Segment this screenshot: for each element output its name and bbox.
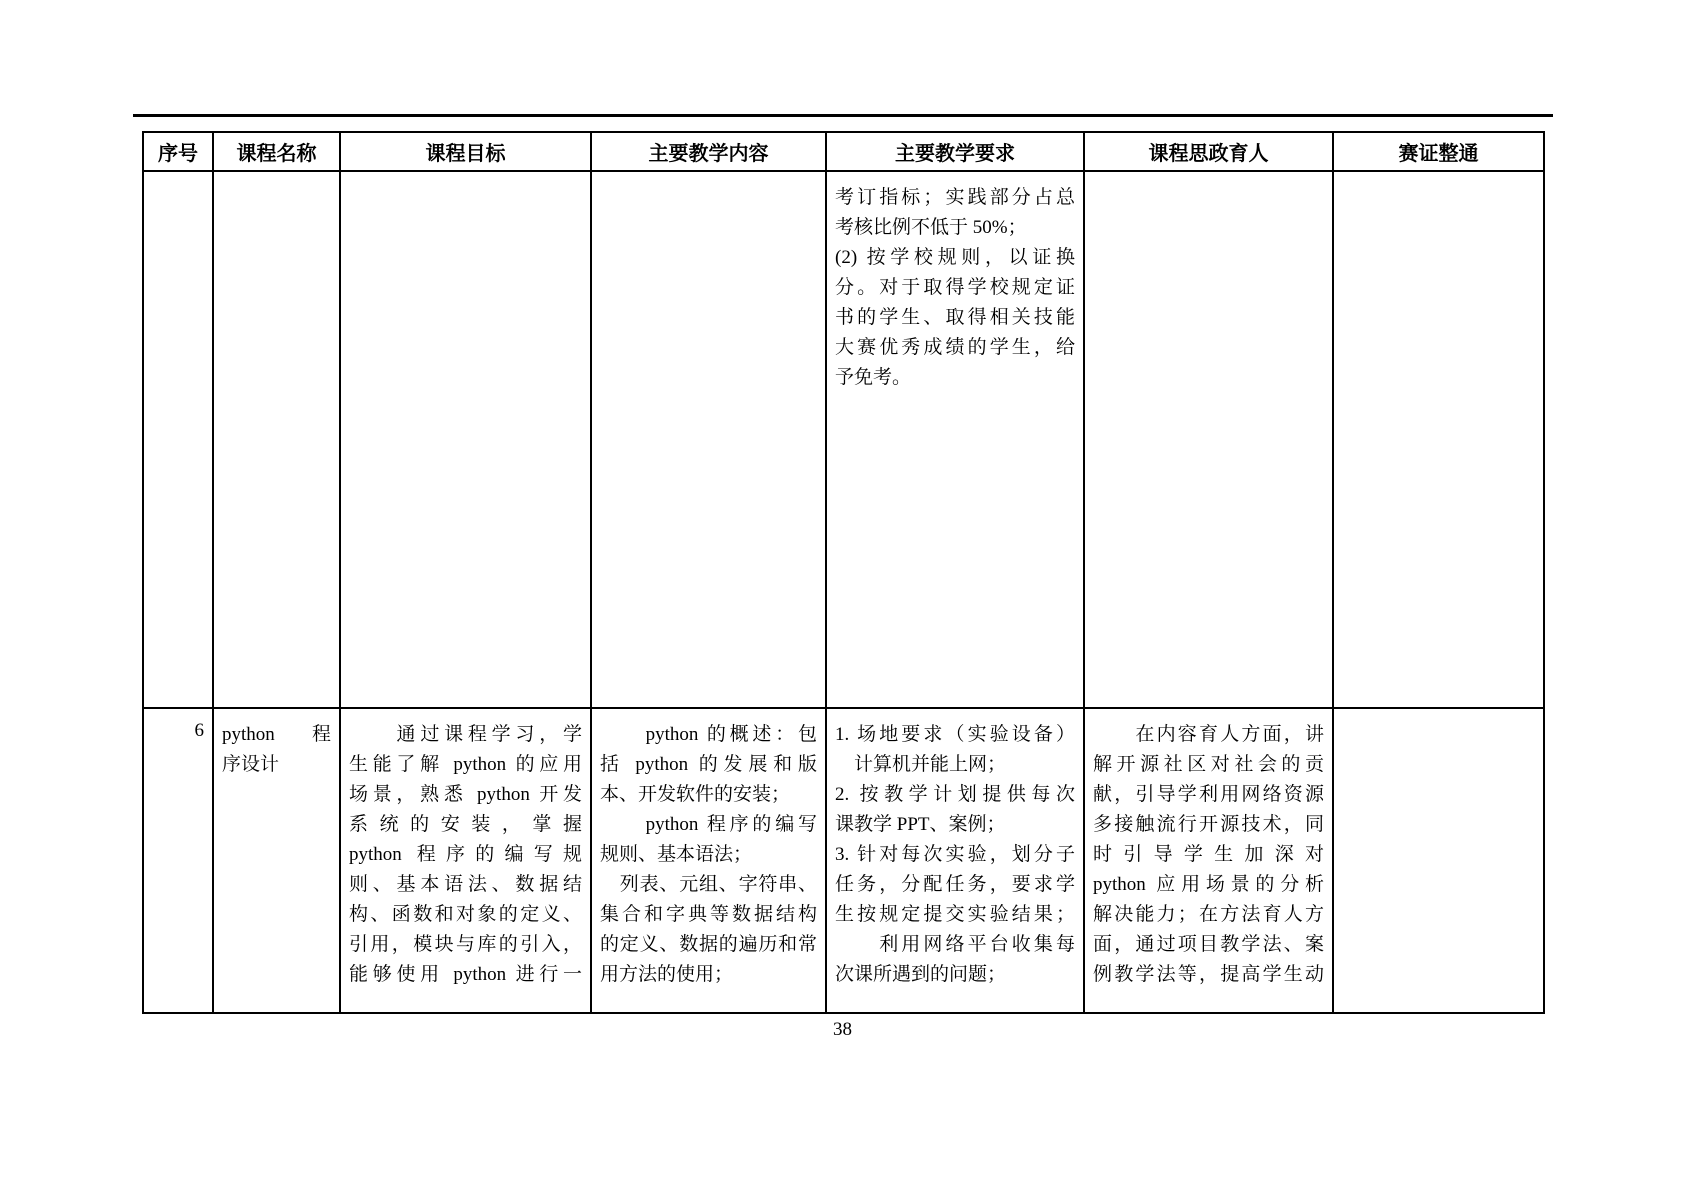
table-row-6: [143, 708, 1544, 1013]
text-line: python 的概述：包: [600, 724, 817, 745]
text-line: 考核比例不低于 50%；: [835, 217, 1027, 238]
text-line: 2. 按教学计划提供每次: [835, 784, 1075, 805]
text-line: 考订指标；实践部分占总: [835, 187, 1075, 208]
table-header-row: [143, 132, 1544, 171]
text-line: 面，通过项目教学法、案: [1093, 934, 1324, 955]
cell-teaching-requirements: [826, 708, 1084, 1013]
text-line: 解开源社区对社会的贡: [1093, 754, 1324, 775]
text-line: 时引导学生加深对: [1093, 844, 1324, 865]
cell-ideological-education: [1084, 708, 1333, 1013]
cell-seq: [143, 171, 213, 708]
text-line: 括 python 的发展和版: [600, 754, 817, 775]
text-line: 予免考。: [835, 367, 912, 388]
course-table-container: [142, 131, 1545, 1014]
cell-cert-integration: [1333, 171, 1544, 708]
text-line: 献，引导学利用网络资源: [1093, 784, 1324, 805]
text-line: 生能了解 python 的应用: [349, 754, 582, 775]
cell-cert-integration: [1333, 708, 1544, 1013]
text-line: 例教学法等，提高学生动: [1093, 964, 1324, 985]
text-line: 规则、基本语法；: [600, 844, 753, 865]
cell-course-goals: [340, 171, 591, 708]
cell-teaching-content: [591, 171, 826, 708]
text-line: 次课所遇到的问题；: [835, 964, 1007, 985]
text-line: 大赛优秀成绩的学生，给: [835, 337, 1075, 358]
cell-course-name: [213, 708, 340, 1013]
text-line: 的定义、数据的遍历和常: [600, 934, 817, 955]
text-line: 构、函数和对象的定义、: [349, 904, 582, 925]
text-line: 能够使用 python 进行一: [349, 964, 582, 985]
text-line: 在内容育人方面，讲: [1093, 724, 1324, 745]
cell-course-name: [213, 171, 340, 708]
cell-course-goals: [340, 708, 591, 1013]
text-line: 利用网络平台收集每: [835, 934, 1075, 955]
text-line: 多接触流行开源技术，同: [1093, 814, 1324, 835]
table-row-continuation: [143, 171, 1544, 708]
text-line: 分。对于取得学校规定证: [835, 277, 1075, 298]
cell-teaching-content: [591, 708, 826, 1013]
header-cell-course-name: 课程名称: [213, 132, 340, 171]
text-line: 用方法的使用；: [600, 964, 734, 985]
text-line: 解决能力；在方法育人方: [1093, 904, 1324, 925]
header-cell-cert-integration: 赛证整通: [1333, 132, 1544, 171]
text-line: 则、基本语法、数据结: [349, 874, 582, 895]
text-line: 列表、元组、字符串、: [600, 874, 817, 895]
header-cell-teaching-content: 主要教学内容: [591, 132, 826, 171]
text-line: 引用，模块与库的引入，: [349, 934, 582, 955]
cell-teaching-requirements: [826, 171, 1084, 708]
header-cell-seq: 序号: [143, 132, 213, 171]
text-line: 课教学 PPT、案例；: [835, 814, 1006, 835]
text-line: 3. 针对每次实验，划分子: [835, 844, 1075, 865]
text-line: 集合和字典等数据结构: [600, 904, 817, 925]
text-line: 场景，熟悉 python 开发: [349, 784, 582, 805]
text-line: 计算机并能上网；: [835, 754, 1007, 775]
text-line: python 程序的编写规: [349, 844, 582, 865]
header-cell-course-goals: 课程目标: [340, 132, 591, 171]
cell-seq: 6: [143, 708, 213, 1013]
text-line: 本、开发软件的安装；: [600, 784, 791, 805]
page-number: 38: [833, 1019, 852, 1040]
text-line: 通过课程学习，学: [349, 724, 582, 745]
text-line: 序设计: [222, 754, 280, 775]
header-cell-ideological-education: 课程思政育人: [1084, 132, 1333, 171]
text-line: python 程: [222, 724, 331, 745]
text-line: 1. 场地要求（实验设备）: [835, 724, 1075, 745]
cell-ideological-education: [1084, 171, 1333, 708]
text-line: 生按规定提交实验结果；: [835, 904, 1075, 925]
text-line: 任务，分配任务，要求学: [835, 874, 1075, 895]
text-line: python 程序的编写: [600, 814, 817, 835]
text-line: (2) 按学校规则，以证换: [835, 247, 1075, 268]
text-line: python 应用场景的分析: [1093, 874, 1324, 895]
page-header-rule: [133, 114, 1553, 117]
course-table: [142, 131, 1545, 1014]
text-line: 书的学生、取得相关技能: [835, 307, 1075, 328]
text-line: 系统的安装，掌握: [349, 814, 582, 835]
header-cell-teaching-requirements: 主要教学要求: [826, 132, 1084, 171]
